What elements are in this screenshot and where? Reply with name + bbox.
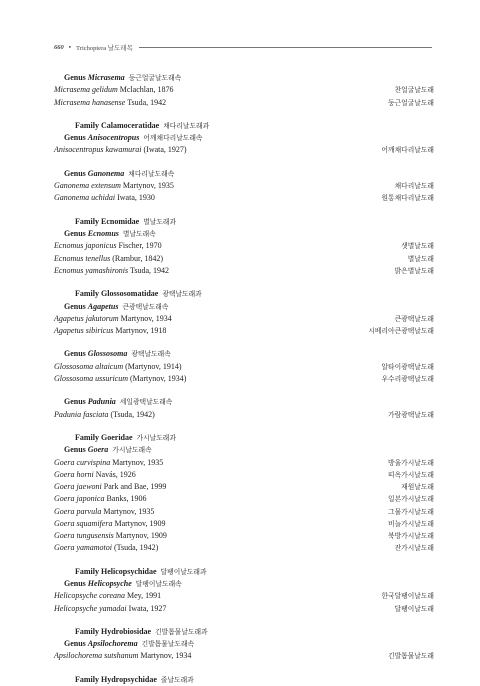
species-row	[54, 518, 434, 530]
species-author: Martynov, 1909	[114, 518, 166, 528]
family-rank: Family	[75, 216, 99, 226]
species-korean-name: 밝은별날도래	[394, 266, 434, 275]
family-name: Helicopsychidae	[101, 566, 157, 576]
family-korean-name: 광택날도래과	[162, 290, 202, 299]
section-gap	[54, 109, 434, 120]
species-author: Fischer, 1970	[118, 241, 162, 251]
species-author: Martynov, 1935	[103, 506, 155, 516]
family-heading	[54, 432, 434, 444]
species-name: Goera horni	[54, 469, 94, 479]
species-author: (Martynov, 1914)	[125, 361, 182, 371]
running-title: Trichoptera 날도래목	[76, 44, 133, 52]
species-row	[54, 192, 434, 204]
species-name: Micrasema hanasense	[54, 97, 126, 107]
species-row	[54, 493, 434, 505]
species-entry	[54, 84, 174, 95]
species-row	[54, 313, 434, 325]
species-name: Helicopsyche coreana	[54, 591, 126, 601]
species-korean-name: 별날도래	[407, 254, 434, 263]
family-korean-name: 채다리날도래과	[163, 121, 210, 130]
species-entry	[54, 481, 166, 492]
genus-rank: Genus	[64, 349, 86, 359]
section-gap	[54, 615, 434, 626]
genus-name: Goera	[87, 445, 109, 455]
genus-rank: Genus	[64, 579, 86, 588]
family-name: Glossosomatidae	[101, 289, 159, 299]
species-korean-name: 샛별날도래	[401, 242, 434, 251]
species-row	[54, 603, 434, 615]
species-name: Anisocentropus kawamurai	[54, 145, 142, 155]
species-korean-name: 띠옥가시날도래	[388, 470, 434, 479]
species-row	[54, 542, 434, 554]
species-author: Martynov, 1935	[122, 181, 174, 191]
species-name: Goera yamamotoi	[54, 543, 112, 553]
genus-heading	[54, 301, 434, 313]
species-entry	[54, 409, 155, 420]
species-korean-name: 둥근얼굴날도래	[388, 98, 434, 107]
species-entry	[54, 253, 163, 264]
genus-rank: Genus	[64, 133, 86, 143]
species-name: Goera squamifera	[54, 518, 113, 528]
species-row	[54, 253, 434, 265]
species-author: (Martynov, 1934)	[130, 373, 187, 383]
species-author: Banks, 1906	[106, 494, 147, 504]
species-author: Iwata, 1930	[117, 193, 155, 203]
genus-rank: Genus	[64, 168, 86, 178]
species-name: Goera parvula	[54, 506, 102, 516]
species-entry	[54, 144, 187, 155]
species-korean-name: 잔가시날도래	[394, 544, 434, 553]
species-row	[54, 361, 434, 373]
species-row	[54, 265, 434, 277]
family-korean-name: 별날도래과	[143, 217, 177, 226]
species-author: Martynov, 1918	[115, 326, 167, 335]
section-gap	[54, 663, 434, 674]
species-korean-name: 그물가시날도래	[388, 507, 434, 516]
species-entry	[54, 361, 181, 372]
taxon-section	[54, 72, 434, 109]
species-entry	[54, 650, 191, 661]
species-author: Tsuda, 1942	[130, 265, 170, 275]
family-rank: Family	[75, 674, 99, 684]
species-name: Goera tungusensis	[54, 531, 114, 541]
species-entry	[54, 373, 186, 384]
species-name: Ecnomus japonicus	[54, 241, 117, 251]
taxon-section	[54, 348, 434, 385]
species-author: (Rambur, 1842)	[112, 253, 163, 263]
genus-korean-name: 가시날도래속	[112, 446, 152, 455]
genus-rank: Genus	[64, 445, 86, 455]
taxon-section	[54, 168, 434, 205]
family-heading	[54, 566, 434, 578]
species-entry	[54, 325, 166, 336]
section-gap	[54, 337, 434, 348]
genus-heading	[54, 132, 434, 144]
species-korean-name: 한국달팽이날도래	[381, 592, 434, 601]
genus-name: Apsilochorema	[87, 639, 138, 649]
species-korean-name: 달팽이날도래	[394, 604, 434, 613]
genus-heading	[54, 348, 434, 360]
species-korean-name: 비늘가시날도래	[388, 519, 434, 528]
section-gap	[54, 421, 434, 432]
taxon-section	[54, 120, 434, 157]
header-bullet: •	[68, 43, 72, 51]
genus-name: Agapetus	[87, 301, 119, 311]
section-gap	[54, 277, 434, 288]
species-entry	[54, 192, 155, 203]
species-name: Ganonema uchidai	[54, 193, 116, 203]
genus-name: Helicopsyche	[87, 579, 132, 588]
genus-name: Padunia	[87, 397, 116, 407]
species-entry	[54, 469, 136, 480]
species-name: Ecnomus tenellus	[54, 253, 111, 263]
taxon-section	[54, 396, 434, 421]
genus-name: Ganonema	[87, 168, 125, 178]
family-name: Hydrobiosidae	[101, 626, 152, 636]
section-gap	[54, 205, 434, 216]
species-row	[54, 457, 434, 469]
species-korean-name: 방울가시날도래	[388, 458, 434, 467]
species-name: Glossosoma altaicum	[54, 361, 124, 371]
species-author: Martynov, 1934	[140, 651, 192, 661]
species-row	[54, 506, 434, 518]
species-korean-name: 북방가시날도래	[388, 532, 434, 541]
species-row	[54, 650, 434, 662]
genus-rank: Genus	[64, 397, 86, 407]
species-entry	[54, 240, 162, 251]
section-gap	[54, 157, 434, 168]
species-name: Padunia fasciata	[54, 409, 109, 419]
page-header	[54, 42, 432, 52]
species-entry	[54, 493, 146, 504]
species-row	[54, 144, 434, 156]
species-row	[54, 240, 434, 252]
species-author: Park and Bae, 1999	[103, 482, 167, 492]
species-row	[54, 481, 434, 493]
genus-korean-name: 둥근얼굴날도래속	[128, 74, 182, 82]
species-entry	[54, 265, 169, 276]
species-row	[54, 325, 434, 337]
species-entry	[54, 457, 163, 468]
family-heading	[54, 674, 434, 686]
species-entry	[54, 180, 174, 191]
species-entry	[54, 506, 154, 517]
genus-korean-name: 달팽이날도래속	[135, 580, 182, 588]
species-author: (Tsuda, 1942)	[114, 543, 159, 553]
taxon-section	[54, 216, 434, 277]
family-korean-name: 달팽이날도래과	[160, 567, 207, 576]
header-rule	[139, 47, 432, 48]
taxon-section	[54, 626, 434, 663]
species-korean-name: 우수리광택날도래	[381, 374, 434, 383]
genus-heading	[54, 72, 434, 84]
species-entry	[54, 518, 165, 529]
species-row	[54, 180, 434, 192]
species-korean-name: 채다리날도래	[394, 182, 434, 191]
family-heading	[54, 216, 434, 228]
section-gap	[54, 385, 434, 396]
genus-korean-name: 광택날도래속	[131, 350, 171, 359]
species-entry	[54, 603, 166, 614]
species-row	[54, 530, 434, 542]
species-name: Agapetus sibiricus	[54, 326, 114, 335]
species-name: Ganonema extensum	[54, 181, 121, 191]
genus-rank: Genus	[64, 229, 86, 239]
species-name: Helicopsyche yamadai	[54, 603, 127, 613]
genus-heading	[54, 638, 434, 650]
species-entry	[54, 313, 172, 324]
page-number: 660	[54, 43, 64, 51]
taxon-section	[54, 566, 434, 615]
species-entry	[54, 97, 166, 108]
family-name: Ecnomidae	[101, 216, 140, 226]
genus-heading	[54, 444, 434, 456]
species-entry	[54, 542, 158, 553]
species-row	[54, 409, 434, 421]
genus-korean-name: 채다리날도래속	[128, 169, 175, 178]
genus-korean-name: 어깨채다리날도래속	[143, 134, 203, 143]
species-name: Agapetus jakutorum	[54, 313, 119, 323]
species-row	[54, 84, 434, 96]
genus-rank: Genus	[64, 639, 86, 649]
family-name: Hydropsychidae	[101, 674, 157, 684]
species-korean-name: 시베리아큰광택날도래	[368, 327, 434, 335]
species-checklist	[54, 72, 434, 686]
genus-korean-name: 별날도래속	[122, 230, 156, 239]
section-gap	[54, 555, 434, 566]
genus-korean-name: 큰광택날도래속	[122, 302, 169, 311]
genus-name: Ecnomus	[87, 229, 119, 239]
species-author: Mey, 1991	[127, 591, 162, 601]
species-korean-name: 가람광택날도래	[388, 410, 434, 419]
genus-heading	[54, 578, 434, 590]
species-name: Goera curvispina	[54, 457, 111, 467]
family-korean-name: 줄날도래과	[160, 675, 194, 684]
species-korean-name: 재원날도래	[401, 483, 434, 492]
family-heading	[54, 626, 434, 638]
family-korean-name: 가시날도래과	[136, 434, 176, 443]
species-row	[54, 469, 434, 481]
species-author: Martynov, 1935	[112, 457, 164, 467]
taxon-section	[54, 674, 434, 686]
species-row	[54, 97, 434, 109]
genus-name: Anisocentropus	[87, 133, 140, 143]
family-heading	[54, 288, 434, 300]
family-rank: Family	[75, 289, 99, 299]
species-author: Martynov, 1934	[120, 313, 172, 323]
species-name: Apsilochorema sutshanum	[54, 651, 139, 661]
species-korean-name: 알타이광택날도래	[381, 362, 434, 371]
family-rank: Family	[75, 120, 99, 130]
taxon-section	[54, 432, 434, 555]
family-korean-name: 긴발톱물날도래과	[155, 627, 208, 636]
genus-heading	[54, 168, 434, 180]
species-entry	[54, 590, 161, 601]
species-author: (Tsuda, 1942)	[110, 409, 155, 419]
species-author: Tsuda, 1942	[127, 97, 167, 107]
species-author: Mclachlan, 1876	[119, 85, 174, 95]
taxon-section	[54, 288, 434, 337]
species-author: (Iwata, 1927)	[143, 145, 187, 155]
genus-rank: Genus	[64, 301, 86, 311]
species-author: Iwata, 1927	[128, 603, 167, 613]
species-row	[54, 373, 434, 385]
species-korean-name: 찬얼굴날도래	[394, 86, 434, 95]
family-name: Calamoceratidae	[101, 120, 160, 130]
genus-korean-name: 세일광택날도래속	[119, 398, 173, 407]
family-name: Goeridae	[101, 433, 133, 443]
species-author: Martynov, 1909	[115, 531, 167, 541]
species-name: Goera japonica	[54, 494, 105, 504]
species-korean-name: 큰광택날도래	[394, 314, 434, 323]
species-author: Navás, 1926	[95, 469, 136, 479]
family-heading	[54, 120, 434, 132]
species-korean-name: 어깨채다리날도래	[381, 146, 434, 155]
species-row	[54, 590, 434, 602]
family-rank: Family	[75, 566, 99, 576]
genus-korean-name: 긴발톱물날도래속	[141, 640, 195, 649]
genus-heading	[54, 228, 434, 240]
species-name: Micrasema gelidum	[54, 85, 118, 95]
genus-name: Glossosoma	[87, 349, 128, 359]
species-entry	[54, 530, 167, 541]
species-korean-name: 긴발톱물날도래	[388, 652, 434, 661]
family-rank: Family	[75, 626, 99, 636]
genus-heading	[54, 396, 434, 408]
species-name: Goera jaewoni	[54, 482, 102, 492]
species-korean-name: 일본가시날도래	[388, 495, 434, 504]
genus-name: Micrasema	[87, 73, 125, 82]
family-rank: Family	[75, 433, 99, 443]
genus-rank: Genus	[64, 73, 86, 82]
species-name: Ecnomus yamashironis	[54, 265, 129, 275]
species-korean-name: 원통채다리날도래	[381, 194, 434, 203]
species-name: Glossosoma ussuricum	[54, 373, 129, 383]
